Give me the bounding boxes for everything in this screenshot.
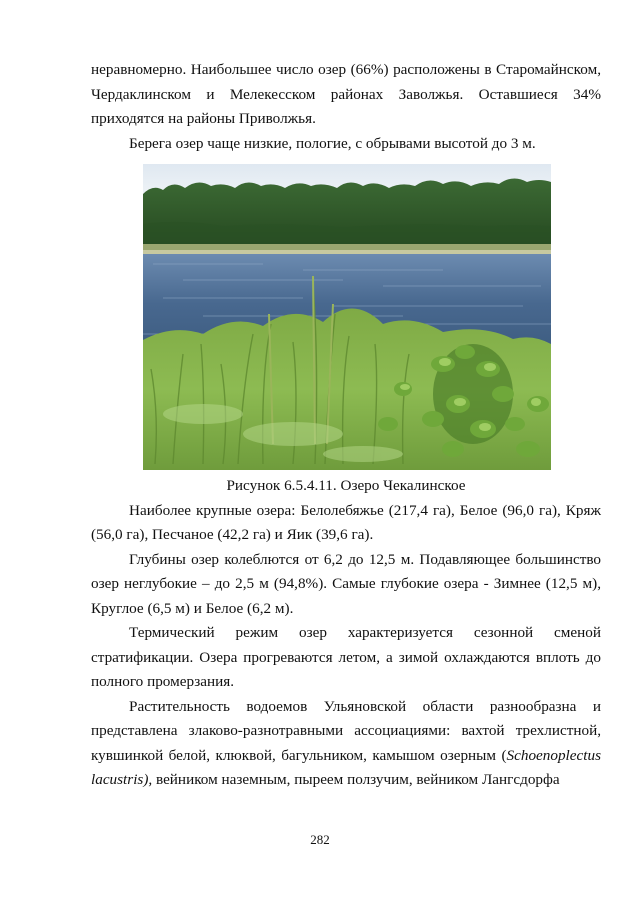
vegetation-text-end: вейником наземным, пыреем ползучим, вейником Лангсдорфа xyxy=(152,771,560,788)
paragraph-lake-depths: Глубины озер колеблются от 6,2 до 12,5 м. Подавляющее большинство озер неглубокие – до 2,5 м (94,8%). Самые глубокие озера - Зимнее (12,5 м), Круглое (6,5 м) и Белое (6,2 м). xyxy=(91,550,601,617)
document-page xyxy=(91,58,601,793)
page-number: 282 xyxy=(310,832,330,847)
lake-photo-illustration xyxy=(143,164,551,470)
vegetation-text-start: Растительность водоемов Ульяновской области разнообразна и представлена злаково-разнотравными ассоциациями: вахтой трехлистной, кувшинкой белой, клюквой, багульником, камышом озерным ( xyxy=(91,697,601,764)
paragraph-thermal-regime: Термический режим озер характеризуется сезонной сменой стратификации. Озера прогреваются летом, а зимой охлаждаются вплоть до полного промерзания. xyxy=(91,624,601,690)
paragraph-largest-lakes: Наиболее крупные озера: Белолебяжье (217,4 га), Белое (96,0 га), Кряж (56,0 га), Песчаное (42,2 га) и Яик (39,6 га). xyxy=(91,501,601,543)
paragraph-lakes-distribution: неравномерно. Наибольшее число озер (66%) расположены в Старомайнском, Чердаклинском и Мелекесском районах Заволжья. Оставшиеся 34% приходятся на районы Приволжья. xyxy=(91,61,601,127)
figure-caption: Рисунок 6.5.4.11. Озеро Чекалинское xyxy=(226,477,466,494)
paragraph-vegetation xyxy=(91,695,601,793)
lake-photo xyxy=(143,164,551,470)
paragraph-lake-shores: Берега озер чаще низкие, пологие, с обрывами высотой до 3 м. xyxy=(129,134,536,152)
latin-name: Schoenoplectus lacustris), xyxy=(91,746,601,788)
